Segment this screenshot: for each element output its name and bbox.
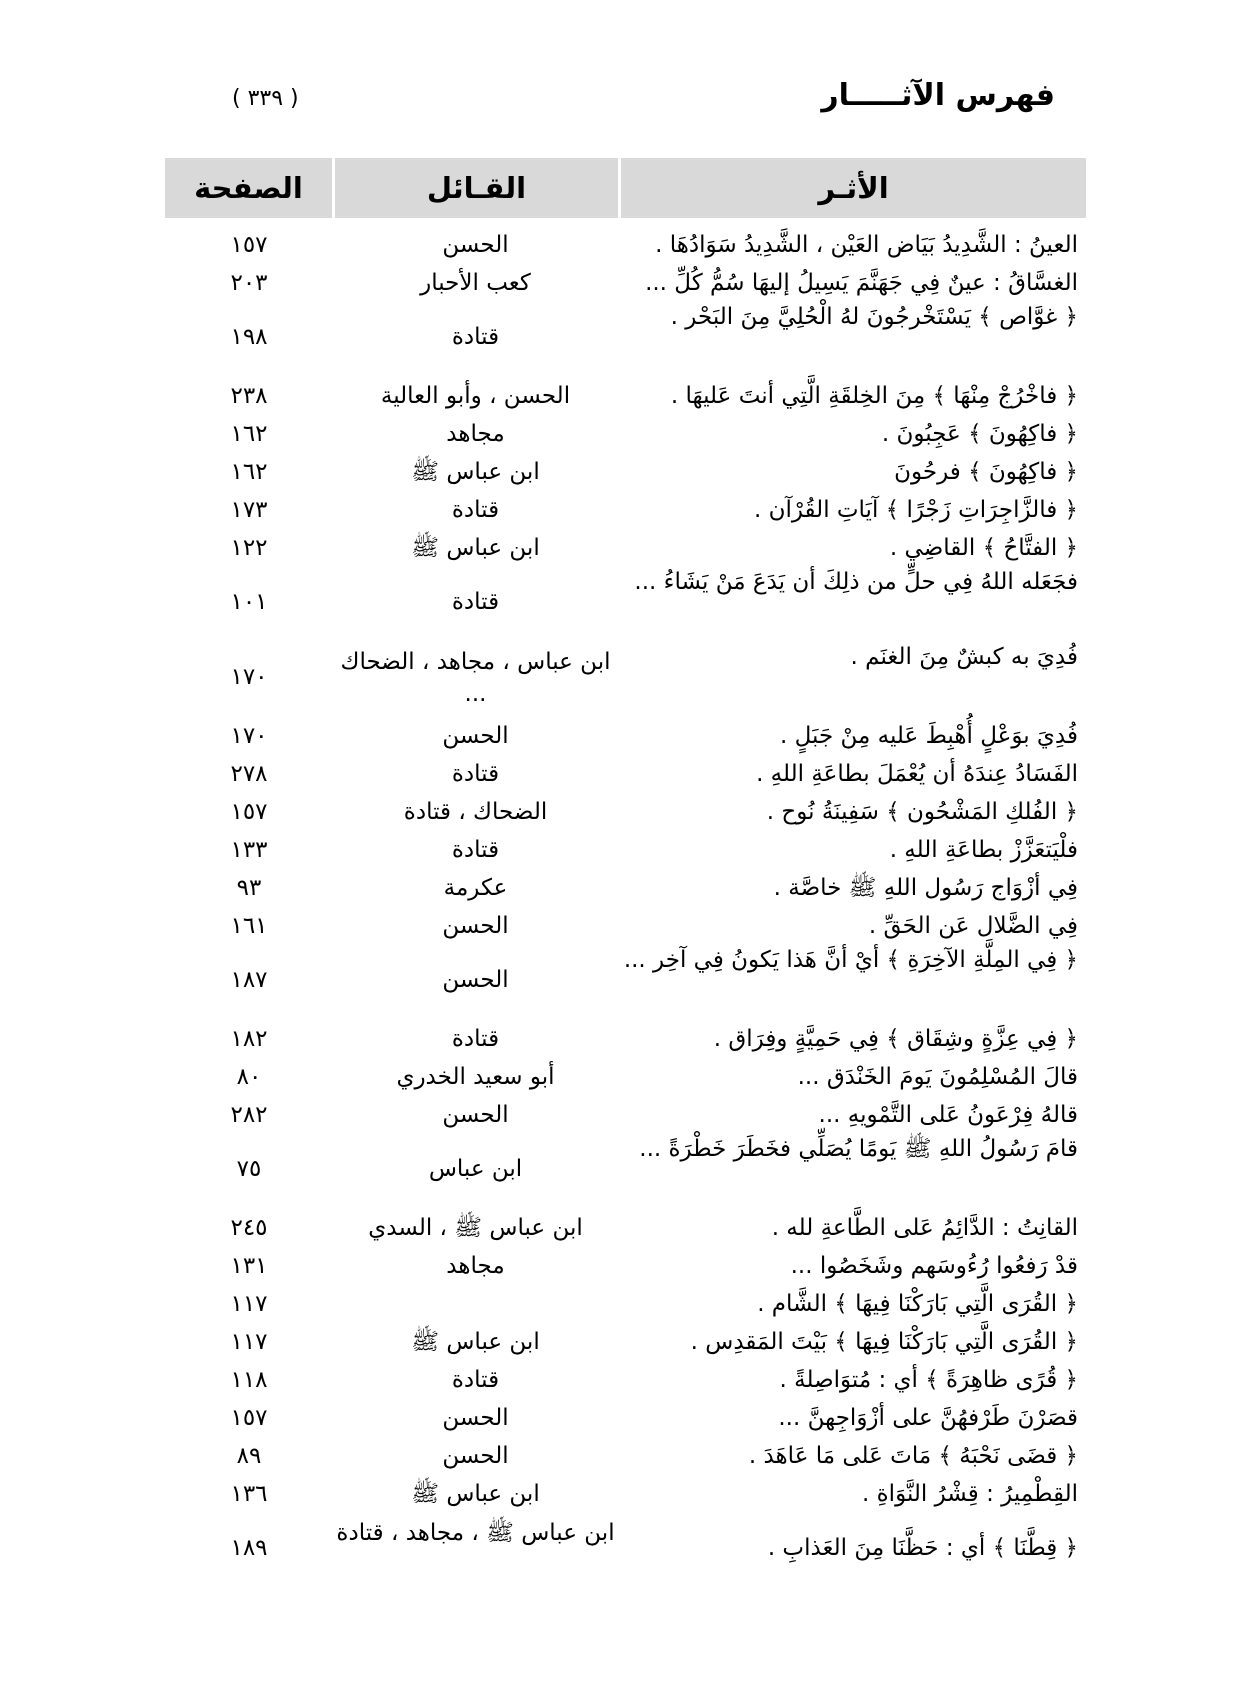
table-row: [165, 869, 1086, 907]
qail-cell: قتادة: [451, 837, 500, 863]
page-cell: ٢٠٣: [230, 270, 268, 296]
table-row: [165, 529, 1086, 567]
page-cell: ١٦٢: [230, 421, 268, 447]
page-cell: ٩٣: [236, 875, 262, 901]
table-row: [165, 453, 1086, 491]
page-cell: ١٩٨: [230, 324, 268, 350]
qail-cell: قتادة: [451, 761, 500, 787]
athar-cell: فُدِيَ به كبشٌ مِنَ الغنَم .: [850, 644, 1078, 670]
table-row: [165, 907, 1086, 945]
qail-cell: الحسن ، وأبو العالية: [380, 383, 571, 409]
table-row: [165, 717, 1086, 755]
qail-cell: مجاهد: [446, 421, 505, 447]
table-body: [165, 218, 1086, 1588]
qail-cell: ابن عباس ﷺ: [411, 1329, 540, 1355]
page-cell: ١٥٧: [230, 232, 268, 258]
athar-cell: ﴿ القُرَى الَّتِي بَارَكْنَا فِيهَا ﴾ الشَّام .: [757, 1291, 1078, 1317]
athar-cell: فُدِيَ بوَعْلٍ أُهْبِطَ عَليه مِنْ جَبَلٍ .: [780, 723, 1078, 749]
qail-cell: الحسن: [442, 967, 509, 993]
table-row: [165, 642, 1086, 717]
athar-cell: ﴿ فِي عِزَّةٍ وشِقَاق ﴾ فِي حَمِيَّةٍ وفِرَاق .: [713, 1026, 1078, 1052]
table-header: [165, 158, 1086, 218]
page-cell: ١١٧: [230, 1329, 268, 1355]
athar-index-table: [165, 158, 1086, 1588]
table-row: [165, 377, 1086, 415]
athar-cell: ﴿ فاكِهُونَ ﴾ عَجِبُونَ .: [881, 421, 1078, 447]
qail-cell: ابن عباس ﷺ ، مجاهد ، قتادة: [336, 1520, 615, 1546]
table-row: [165, 793, 1086, 831]
table-row: [165, 1134, 1086, 1209]
table-row: [165, 1475, 1086, 1513]
qail-cell: الحسن: [442, 723, 509, 749]
page-cell: ١٨٧: [230, 967, 268, 993]
column-header-athar: الأثـر: [618, 158, 1086, 218]
athar-cell: الغسَّاقُ : عينٌ فِي جَهَنَّمَ يَسِيلُ إليهَا سُمُّ كُلِّ ...: [645, 270, 1078, 296]
athar-cell: قصَرْنَ طَرْفهُنَّ على أزْوَاجِهنَّ ...: [778, 1405, 1078, 1431]
qail-cell: قتادة: [451, 1367, 500, 1393]
athar-cell: الفَسَادُ عِندَهُ أن يُعْمَلَ بطاعَةِ اللهِ .: [756, 761, 1078, 787]
table-row: [165, 1096, 1086, 1134]
athar-cell: قامَ رَسُولُ اللهِ ﷺ يَومًا يُصَلِّي فخَطَرَ خَطْرَةً ...: [639, 1136, 1078, 1162]
athar-cell: ﴿ الفتَّاحُ ﴾ القاضِي .: [889, 535, 1078, 561]
page-cell: ١٨٩: [230, 1535, 268, 1561]
page-cell: ١٥٧: [230, 799, 268, 825]
table-row: [165, 831, 1086, 869]
table-row: [165, 1058, 1086, 1096]
qail-cell: عكرمة: [443, 875, 508, 901]
page-cell: ١٣١: [230, 1253, 268, 1279]
table-row: [165, 264, 1086, 302]
page-cell: ٨٩: [236, 1443, 262, 1469]
page-cell: ١٧٠: [230, 723, 268, 749]
qail-cell: ابن عباس ﷺ: [411, 1481, 540, 1507]
athar-cell: ﴿ فاخْرُجْ مِنْهَا ﴾ مِنَ الخِلقَةِ الَّتِي أنتَ عَليهَا .: [670, 383, 1078, 409]
athar-cell: ﴿ الفُلكِ المَشْحُون ﴾ سَفِينَةُ نُوح .: [766, 799, 1078, 825]
page-cell: ١٧٠: [230, 664, 268, 690]
table-row: [165, 1513, 1086, 1588]
athar-cell: القِطْمِيرُ : قِشْرُ النَّوَاةِ .: [862, 1481, 1078, 1507]
athar-cell: ﴿ قُرًى ظاهِرَةً ﴾ أي : مُتوَاصِلةً .: [779, 1367, 1078, 1393]
page-cell: ١٢٢: [230, 535, 268, 561]
page-cell: ١٧٣: [230, 497, 268, 523]
page-cell: ١٦٢: [230, 459, 268, 485]
qail-cell: ابن عباس ﷺ: [411, 459, 540, 485]
page-cell: ١١٧: [230, 1291, 268, 1317]
page-cell: ٢٧٨: [230, 761, 268, 787]
athar-cell: ﴿ قِطَّنَا ﴾ أي : حَظَّنَا مِنَ العَذابِ .: [767, 1535, 1078, 1561]
page-cell: ٨٠: [236, 1064, 262, 1090]
athar-cell: العينُ : الشَّدِيدُ بَيَاض العَيْن ، الشَّدِيدُ سَوَادُهَا .: [655, 232, 1078, 258]
qail-cell: أبو سعيد الخدري: [396, 1064, 555, 1090]
table-row: [165, 567, 1086, 642]
page-title: فهرس الآثـــــار: [821, 78, 1055, 113]
qail-cell: قتادة: [451, 589, 500, 615]
athar-cell: قالهُ فِرْعَونُ عَلى التَّمْويهِ ...: [818, 1102, 1078, 1128]
athar-cell: ﴿ القُرَى الَّتِي بَارَكْنَا فِيهَا ﴾ بَيْتَ المَقدِس .: [690, 1329, 1078, 1355]
page-header: [0, 78, 1240, 138]
qail-cell: قتادة: [451, 1026, 500, 1052]
page-cell: ١١٨: [230, 1367, 268, 1393]
athar-cell: ﴿ فالزَّاجِرَاتِ زَجْرًا ﴾ آيَاتِ القُرْآن .: [753, 497, 1078, 523]
athar-cell: فجَعَله اللهُ فِي حلٍّ من ذلِكَ أن يَدَعَ مَنْ يَشَاءُ ...: [634, 569, 1078, 595]
qail-cell: قتادة: [451, 497, 500, 523]
qail-cell: ابن عباس: [428, 1156, 523, 1182]
page-cell: ١٥٧: [230, 1405, 268, 1431]
qail-cell: ابن عباس ﷺ ، السدي: [368, 1215, 583, 1241]
qail-cell: الحسن: [442, 1443, 509, 1469]
table-row: [165, 491, 1086, 529]
table-row: [165, 1399, 1086, 1437]
table-row: [165, 302, 1086, 377]
qail-cell: كعب الأحبار: [420, 270, 531, 296]
qail-cell: الحسن: [442, 1405, 509, 1431]
qail-cell: الضحاك ، قتادة: [403, 799, 548, 825]
page-cell: ١٠١: [230, 589, 268, 615]
page-number: ( ٣٣٩ ): [232, 86, 299, 111]
athar-cell: فلْيَتعَزَّزْ بطاعَةِ اللهِ .: [889, 837, 1078, 863]
page-cell: ٢٨٢: [230, 1102, 268, 1128]
table-row: [165, 755, 1086, 793]
page-cell: ١٨٢: [230, 1026, 268, 1052]
qail-cell: الحسن: [442, 232, 509, 258]
qail-cell: ابن عباس ، مجاهد ، الضحاك ...: [340, 649, 611, 707]
column-header-qail: القـائل: [332, 158, 618, 218]
table-row: [165, 415, 1086, 453]
page-cell: ١٣٦: [230, 1481, 268, 1507]
athar-cell: ﴿ قضَى نَحْبَهُ ﴾ مَاتَ عَلى مَا عَاهَدَ .: [748, 1443, 1078, 1469]
qail-cell: قتادة: [451, 324, 500, 350]
table-row: [165, 945, 1086, 1020]
page-cell: ١٣٣: [230, 837, 268, 863]
page-cell: ٢٣٨: [230, 383, 268, 409]
table-row: [165, 226, 1086, 264]
page-cell: ١٦١: [230, 913, 268, 939]
page-cell: ٢٤٥: [230, 1215, 268, 1241]
athar-cell: القانِتُ : الدَّائِمُ عَلى الطَّاعةِ لله .: [771, 1215, 1078, 1241]
qail-cell: الحسن: [442, 1102, 509, 1128]
athar-cell: قالَ المُسْلِمُونَ يَومَ الخَنْدَق ...: [797, 1064, 1078, 1090]
table-row: [165, 1247, 1086, 1285]
qail-cell: [333, 1285, 618, 1323]
athar-cell: قدْ رَفعُوا رُءُوسَهم وشَخَصُوا ...: [790, 1253, 1078, 1279]
athar-cell: ﴿ غوَّاص ﴾ يَسْتَخْرجُونَ لهُ الْحُلِيَّ مِنَ البَحْر .: [670, 304, 1078, 330]
athar-cell: ﴿ فِي المِلَّةِ الآخِرَةِ ﴾ أيْ أنَّ هَذا يَكونُ فِي آخِر ...: [623, 947, 1078, 973]
table-row: [165, 1323, 1086, 1361]
qail-cell: الحسن: [442, 913, 509, 939]
table-row: [165, 1361, 1086, 1399]
table-row: [165, 1437, 1086, 1475]
qail-cell: ابن عباس ﷺ: [411, 535, 540, 561]
athar-cell: ﴿ فاكِهُونَ ﴾ فرحُونَ: [894, 459, 1078, 485]
table-row: [165, 1020, 1086, 1058]
qail-cell: مجاهد: [446, 1253, 505, 1279]
column-header-page: الصفحة: [194, 171, 303, 205]
page-cell: ٧٥: [236, 1156, 262, 1182]
table-row: [165, 1209, 1086, 1247]
athar-cell: فِي أزْوَاج رَسُول اللهِ ﷺ خاصَّة .: [773, 875, 1078, 901]
athar-cell: فِي الضَّلال عَن الحَقِّ .: [868, 913, 1078, 939]
table-row: [165, 1285, 1086, 1323]
